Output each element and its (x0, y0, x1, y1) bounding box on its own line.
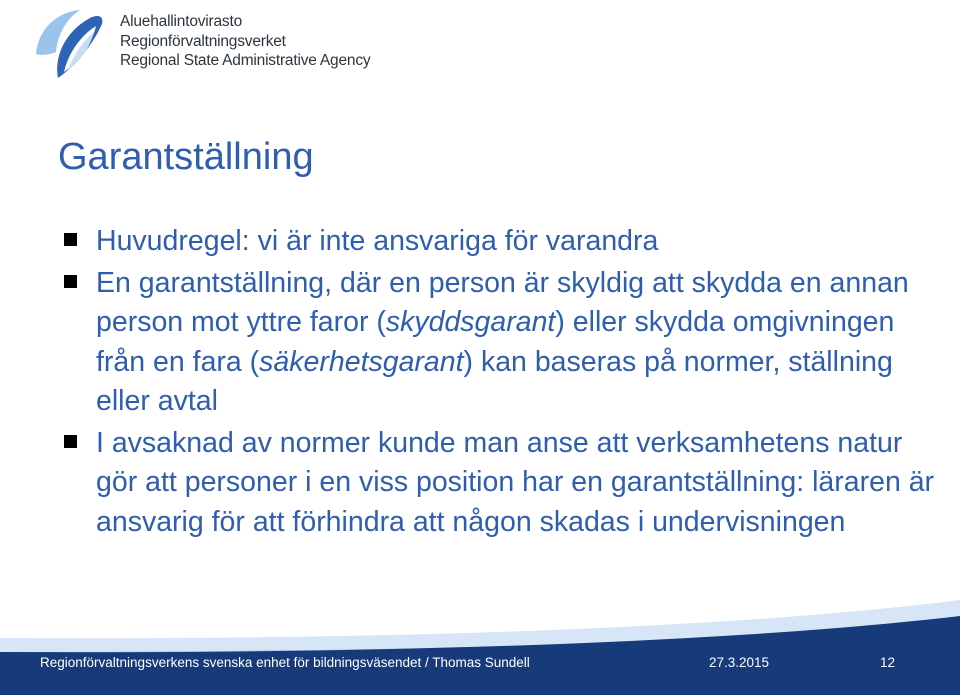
bullet-term: säkerhetsgarant (259, 345, 464, 378)
agency-name-fi: Aluehallintovirasto (120, 13, 242, 30)
bullet-segment: ) kan baseras på normer, ställning eller avtal (96, 345, 893, 417)
square-bullet-icon (64, 233, 77, 246)
bullet-text (96, 267, 909, 418)
bullet-item (62, 424, 942, 543)
bullet-segment: I avsaknad av normer kunde man anse att verksamhetens natur gör att personer i en viss position har en garantställning: läraren är ansvarig för att förhindra att någon skadas i undervisningen (96, 426, 935, 538)
agency-name-en: Regional State Administrative Agency (120, 52, 371, 69)
slide-title: Garantställning (58, 136, 314, 178)
bullet-segment: Huvudregel: vi är inte ansvariga för varandra (96, 225, 659, 257)
agency-logo-icon (28, 2, 108, 82)
footer-date: 27.3.2015 (709, 655, 770, 670)
bullet-segment: En garantställning, där en person är skyldig att skydda en annan person mot yttre faror ( (96, 266, 909, 338)
footer-band (0, 600, 960, 695)
bullet-term: skyddsgarant (385, 306, 556, 338)
bullet-list (62, 222, 942, 544)
bullet-segment: ) eller skydda omgivningen från en fara ( (96, 306, 895, 378)
bullet-item (62, 264, 942, 422)
agency-name-sv: Regionförvaltningsverket (120, 32, 286, 50)
bullet-text (96, 225, 658, 257)
square-bullet-icon (64, 275, 77, 288)
square-bullet-icon (64, 435, 77, 448)
agency-name (120, 12, 370, 71)
footer-text: Regionförvaltningsverkens svenska enhet för bildningsväsendet / Thomas Sundell (40, 655, 530, 670)
bullet-text (96, 427, 934, 538)
bullet-item (62, 222, 942, 262)
page-number: 12 (880, 655, 896, 670)
